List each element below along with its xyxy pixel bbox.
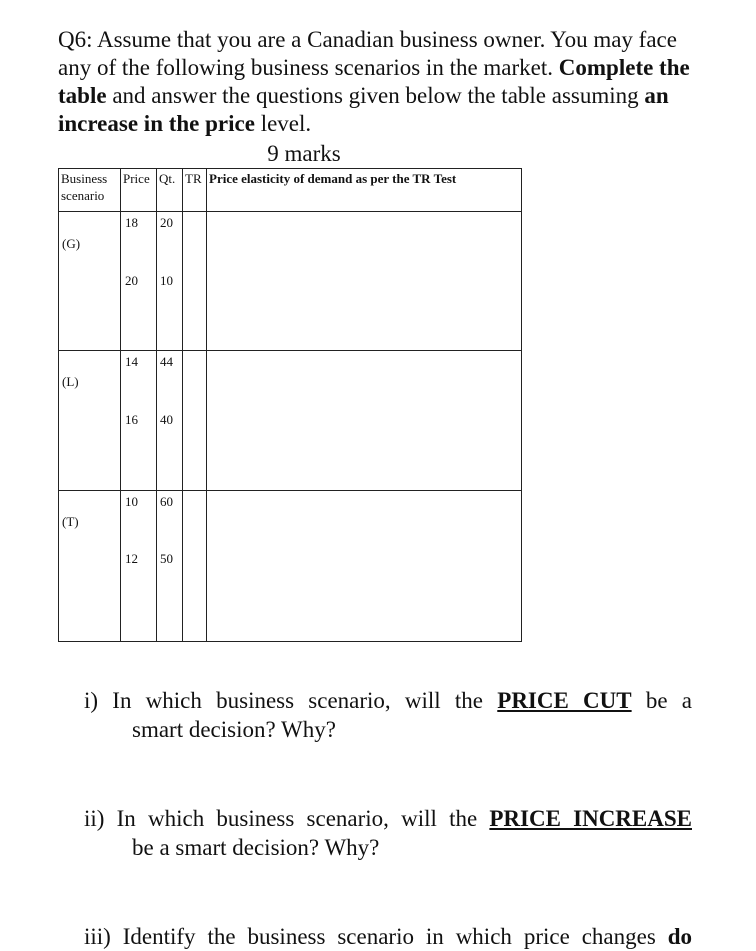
tr-cell[interactable] bbox=[183, 212, 207, 351]
question-ii bbox=[84, 804, 692, 862]
price-increase-emphasis: PRICE INCREASE bbox=[489, 806, 692, 831]
elasticity-cell[interactable] bbox=[207, 351, 522, 491]
qty-value: 20 bbox=[160, 215, 173, 230]
elasticity-cell[interactable] bbox=[207, 491, 522, 642]
intro-text-end: level. bbox=[254, 111, 312, 136]
qty-value: 40 bbox=[160, 412, 173, 427]
scenario-label: (L) bbox=[62, 374, 79, 389]
question-i-text: i) In which business scenario, will the bbox=[84, 688, 498, 713]
header-tr: TR bbox=[183, 169, 207, 212]
table-row bbox=[59, 212, 522, 351]
intro-bold-complete: Complete the table bbox=[58, 55, 690, 108]
intro-bold-increase: an increase in the price bbox=[58, 83, 669, 136]
scenario-label: (G) bbox=[62, 236, 81, 251]
tr-cell[interactable] bbox=[183, 351, 207, 491]
question-intro bbox=[58, 26, 698, 138]
scenario-label: (T) bbox=[62, 514, 79, 529]
header-price: Price bbox=[121, 169, 157, 212]
table-row bbox=[59, 491, 522, 642]
question-i-tail: be a bbox=[631, 688, 693, 713]
elasticity-cell[interactable] bbox=[207, 212, 522, 351]
qty-value: 10 bbox=[160, 273, 173, 288]
intro-text: Q6: Assume that you are a Canadian business owner. You may face any of the following business scenarios in the market. bbox=[58, 27, 677, 80]
intro-text-mid: and answer the questions given below the table assuming bbox=[106, 83, 645, 108]
question-ii-text: ii) In which business scenario, will the bbox=[84, 806, 490, 831]
table-row bbox=[59, 351, 522, 491]
question-iii-text: iii) Identify the business scenario in which price changes bbox=[84, 924, 668, 949]
marks-label: 9 marks bbox=[267, 141, 341, 166]
question-iii-bold: do bbox=[667, 924, 692, 949]
tr-cell[interactable] bbox=[183, 491, 207, 642]
price-value: 10 bbox=[125, 494, 138, 509]
question-iii bbox=[84, 922, 692, 951]
price-value: 16 bbox=[125, 412, 138, 427]
price-value: 14 bbox=[125, 354, 138, 369]
header-business-scenario: Business scenario bbox=[59, 169, 121, 212]
qty-value: 60 bbox=[160, 494, 173, 509]
table-header-row bbox=[59, 169, 522, 212]
price-value: 12 bbox=[125, 551, 138, 566]
qty-value: 50 bbox=[160, 551, 173, 566]
header-elasticity: Price elasticity of demand as per the TR Test bbox=[207, 169, 522, 212]
elasticity-table bbox=[58, 168, 522, 642]
qty-value: 44 bbox=[160, 354, 173, 369]
price-value: 18 bbox=[125, 215, 138, 230]
question-i bbox=[84, 686, 692, 744]
price-value: 20 bbox=[125, 273, 138, 288]
price-cut-emphasis: PRICE CUT bbox=[497, 688, 632, 713]
header-qty: Qt. bbox=[157, 169, 183, 212]
question-ii-continuation: be a smart decision? Why? bbox=[132, 835, 380, 860]
question-i-continuation: smart decision? Why? bbox=[132, 717, 336, 742]
